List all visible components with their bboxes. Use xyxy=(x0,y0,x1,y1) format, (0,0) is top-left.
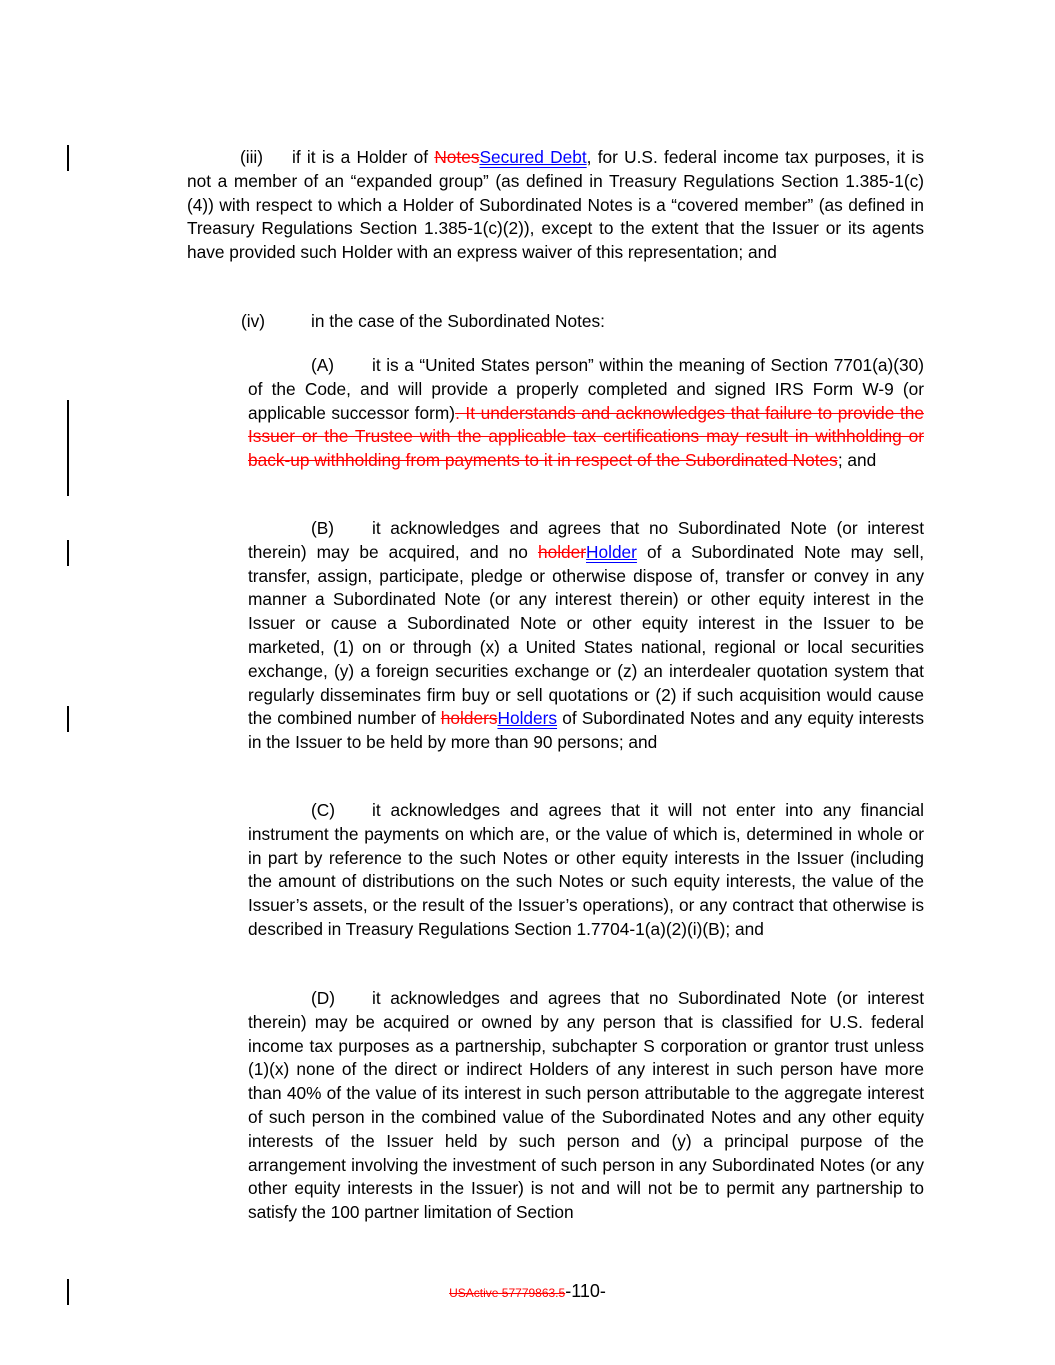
paragraph-text: it acknowledges and agrees that it will not enter into any financial instrument the payments on which are, or the value of which is, determined in whole or in part by reference to the such Notes or other equity interests in the Issuer (including the amount of distributions on the such Notes or such equity interests, the value of the Issuer’s assets, or the result of the Issuer’s operations), or any contract that otherwise is described in Treasury Regulations Section 1.7704-1(a)(2)(i)(B); and xyxy=(248,800,924,939)
inserted-text: Holders xyxy=(497,708,558,729)
deleted-text: holders xyxy=(440,708,498,729)
paragraph-label: (C) xyxy=(311,800,335,820)
paragraph-B xyxy=(248,517,924,755)
deleted-text: Notes xyxy=(434,147,480,167)
paragraph-text: , for U.S. federal income tax purposes, it is not a member of an “expanded group” (as defined in Treasury Regulations Section 1.385-1(c)(4)) with respect to which a Holder of Subordinated Notes is a “covered member” (as defined in Treasury Regulations Section 1.385-1(c)(2)), except to the extent that the Issuer or its agents have provided such Holder with an express waiver of this representation; and xyxy=(187,147,925,263)
paragraph-text: ; and xyxy=(837,450,877,471)
paragraph-text: if it is a Holder of xyxy=(292,147,435,167)
paragraph-text: in the case of the Subordinated Notes: xyxy=(311,311,605,331)
paragraph-label: (D) xyxy=(311,988,335,1008)
paragraph-text: of Subordinated Notes and any equity interests in the Issuer to be held by more than 90 persons; and xyxy=(248,708,924,753)
paragraph-text: of a Subordinated Note may sell, transfer, assign, participate, pledge or otherwise dispose of, transfer or convey in any manner a Subordinated Note (or any interest therein) or other equity interest in the Issuer or cause a Subordinated Note or other equity interest in the Issuer to be marketed, (1) on or through (x) a United States national, regional or local securities exchange, (y) a foreign securities exchange or (z) an interdealer quotation system that regularly disseminates firm buy or sell quotations or (2) if such acquisition would cause the combined number of xyxy=(248,541,924,729)
paragraph-text: it is a “United States person” within the meaning of Section 7701(a)(30) of the Code, and will provide a properly completed and signed IRS Form W-9 (or applicable successor form) xyxy=(248,355,924,423)
inserted-text: Holder xyxy=(586,541,637,562)
change-bar xyxy=(67,400,69,496)
paragraph-label: (B) xyxy=(311,518,335,538)
paragraph-text: it acknowledges and agrees that no Subordinated Note (or interest therein) may be acquired, and no xyxy=(248,518,924,562)
page-number: -110- xyxy=(565,1281,606,1301)
deleted-doc-id: USActive 57779863.5 xyxy=(449,1286,566,1300)
paragraph-iii xyxy=(187,146,924,265)
change-bar xyxy=(67,706,69,732)
paragraph-text: it acknowledges and agrees that no Subordinated Note (or interest therein) may be acquired or owned by any person that is classified for U.S. federal income tax purposes as a partnership, subchapter S corporation or grantor trust unless (1)(x) none of the direct or indirect Holders of any interest in such person have more than 40% of the value of its interest in such person attributable to the aggregate interest of such person in the combined value of the Subordinated Notes and any other equity interests of the Issuer held by such person and (y) a principal purpose of the arrangement involving the investment of such person in any Subordinated Notes (or any other equity interests in the Issuer) is not and will not be to permit any partnership to satisfy the 100 partner limitation of Section xyxy=(248,988,924,1223)
paragraph-iv xyxy=(187,310,924,334)
change-bar xyxy=(67,145,69,171)
paragraph-C xyxy=(248,799,924,942)
change-bar xyxy=(67,540,69,566)
paragraph-label: (iii) xyxy=(240,147,264,167)
paragraph-label: (iv) xyxy=(241,311,265,331)
paragraph-A xyxy=(248,354,924,473)
deleted-text: holder xyxy=(537,541,587,562)
inserted-text: Secured Debt xyxy=(479,147,587,167)
page-footer xyxy=(0,1281,1055,1302)
deleted-text: . It understands and acknowledges that failure to provide the Issuer or the Trustee with the applicable tax certifications may result in withholding or back-up withholding from payments to it in respect of the Subordinated Notes xyxy=(248,402,924,471)
paragraph-D xyxy=(248,987,924,1225)
paragraph-label: (A) xyxy=(311,355,335,375)
